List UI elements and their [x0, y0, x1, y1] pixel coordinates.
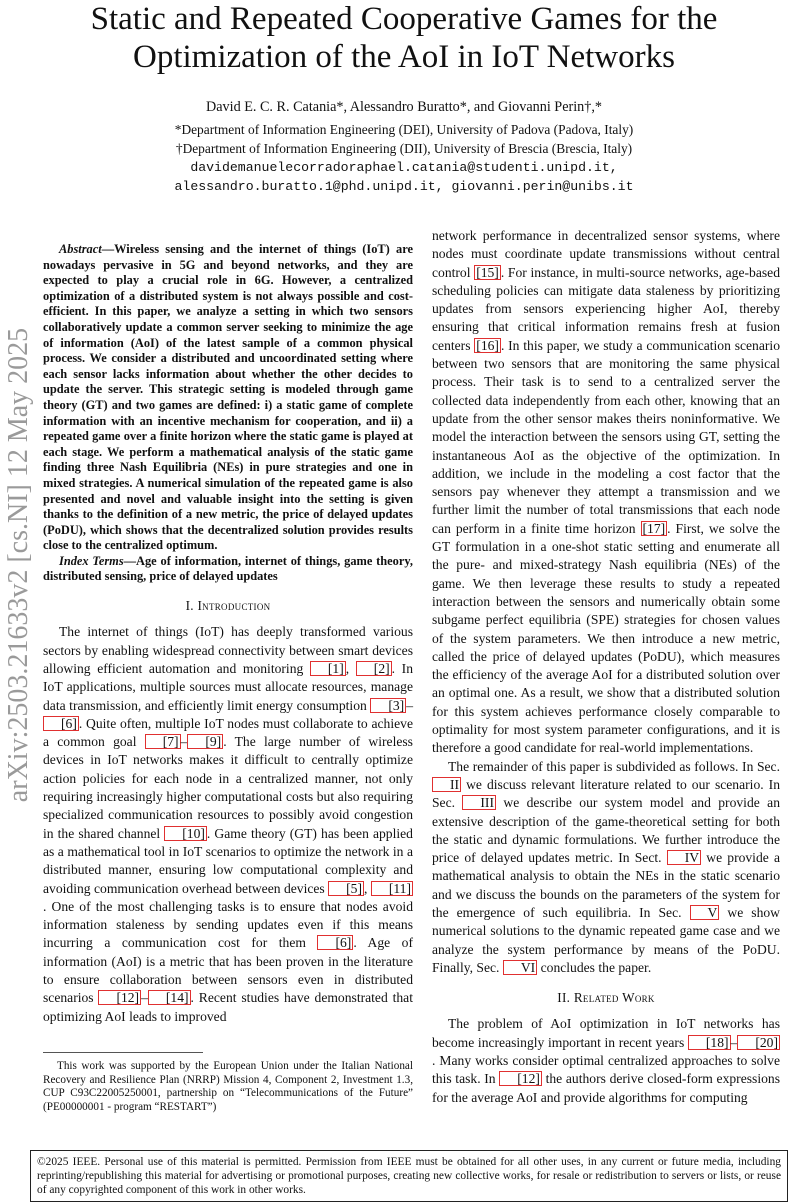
index-terms-text: —Age of information, internet of things, game theory, distributed sensing, price of delayed updates [43, 553, 413, 584]
citation-link[interactable]: [7] [145, 734, 181, 749]
citation-link[interactable]: [17] [642, 520, 666, 536]
citation-link[interactable]: [10] [164, 826, 207, 841]
related-paragraph-1: The problem of AoI optimization in IoT networks has become increasingly important in recent years [18] – [20]. Many works consider optimal centralized approaches to solve this task. In [12] the authors derive closed-form expressions for the average AoI and provide algorithms for computing [432, 1016, 780, 1105]
affiliations [20, 120, 788, 196]
section-heading-related-work: II. Related Work [557, 990, 655, 1006]
author-list: David E. C. R. Catania*, Alessandro Buratto*, and Giovanni Perin†,* [205, 99, 602, 115]
citation-link[interactable]: [14] [148, 990, 191, 1005]
citation-link[interactable]: [12] [98, 990, 141, 1005]
citation-link[interactable]: [6] [317, 935, 353, 950]
intro-paragraph-1: The internet of things (IoT) has deeply transformed various sectors by enabling widespread connectivity between smart devices allowing efficient automation and monitoring [1] , [2] . In IoT applications, multiple sources must allocate resources, manage data transmission, and efficiently limit energy consumption [3] –[6] . Quite often, multiple IoT nodes must collaborate to achieve a common goal [7] – [9] . The large number of wireless devices in IoT networks makes it difficult to centrally optimize action policies for each node in a centralized manner, not only requiring increasingly higher computational costs but also requiring specialized communication resources to possibly avoid congestion in the shared channel [10] . Game theory (GT) has been applied as a mathematical tool in IoT scenarios to optimize the network in a distributed manner, ensuring low computational complexity and avoiding communication overhead between devices [5] , [11]. One of the most challenging tasks is to ensure that nodes avoid information staleness by sending updates even if this means incurring a communication cost for them [6] . Age of information (AoI) is a metric that has been proven in the literature to ensure collaboration between sensors even in distributed scenarios [12] – [14] . Recent studies have demonstrated that optimizing AoI leads to improved [43, 624, 414, 1024]
email-line-1[interactable]: davidemanuelecorradoraphael.catania@studenti.unipd.it, [190, 160, 618, 175]
abstract-text: —Wireless sensing and the internet of things (IoT) are nowadays pervasive in 5G and beyond networks, and they are expected to play a crucial role in 6G. However, a centralized optimization of a distributed system is not always possible and cost-efficient. In this paper, we analyze a setting in which two sensors collaboratively update a common server seeking to minimize the age of information (AoI) of the latest sample of a common physical process. We consider a distributed and uncoordinated setting where each sensor lacks information about whether the other decides to update the server. This strategic setting is modeled through game theory (GT) and two games are defined: i) a static game of complete information with an incentive mechanism for cooperation, and ii) a repeated game over a finite horizon where the static game is played at each stage. We perform a mathematical analysis of the static game finding three Nash Equilibria (NEs) in pure strategies and one in mixed strategies. A numerical simulation of the repeated game is also presented and novel and valuable insight into the setting is given thanks to the definition of a new metric, the price of delayed updates (PoDU), which shows that the decentralized solution provides results close to the centralized optimum. [43, 242, 413, 553]
citation-link[interactable]: [3] [370, 698, 406, 713]
intro-paragraph-2: The remainder of this paper is subdivided as follows. In Sec. II we discuss relevant literature related to our scenario. In Sec. III we describe our system model and provide an extensive description of the game-theoretical setting for both the static and dynamic formulations. We further introduce the price of delayed updates metric. In Sect. IV we provide a mathematical analysis to obtain the NEs in the static scenario and we discuss the bounds on the parameters of the system for the emergence of such equilibria. In Sec. V we show numerical solutions to the dynamic repeated game case and we analyze the system performance by means of the PoDU. Finally, Sec. VI concludes the paper. [432, 758, 780, 975]
title-line-1: Static and Repeated Cooperative Games for the [90, 1, 718, 37]
funding-footnote [43, 1060, 413, 1114]
section-ref-link[interactable]: III [462, 795, 496, 810]
citation-link[interactable]: [20] [737, 1035, 780, 1050]
citation-link[interactable]: [9] [187, 734, 223, 749]
citation-link[interactable]: [11] [371, 881, 413, 896]
index-terms-label: Index Terms [59, 553, 124, 568]
abstract-label: Abstract [59, 242, 102, 256]
footnote-divider [43, 1052, 203, 1053]
abstract [43, 242, 413, 554]
citation-link[interactable]: [16] [476, 337, 499, 353]
section-ref-link[interactable]: II [432, 777, 461, 792]
citation-link[interactable]: [15] [476, 264, 499, 280]
section-heading-introduction: I. Introduction [185, 598, 271, 614]
section-ref-link[interactable]: V [690, 905, 720, 920]
section-ref-link[interactable]: VI [503, 960, 537, 975]
left-column [43, 242, 413, 1026]
citation-link[interactable]: [2] [356, 661, 392, 676]
arxiv-watermark: arXiv:2503.21633v2 [cs.NI] 12 May 2025 [3, 327, 34, 803]
section-ref-link[interactable]: IV [667, 850, 701, 865]
right-column [432, 227, 780, 1107]
affiliation-dei: *Department of Information Engineering (DEI), University of Padova (Padova, Italy) [174, 122, 634, 137]
citation-link[interactable]: [1] [310, 661, 346, 676]
paper-title [20, 0, 788, 76]
email-line-2[interactable]: alessandro.buratto.1@phd.unipd.it, giovanni.perin@unibs.it [174, 179, 634, 194]
citation-link[interactable]: [18] [688, 1035, 731, 1050]
index-terms [43, 554, 413, 585]
citation-link[interactable]: [6] [43, 716, 79, 731]
intro-paragraph-1-continued: network performance in decentralized sensor systems, where nodes must coordinate update transmissions without central control [15] . For instance, in multi-source networks, age-based scheduling policies can mitigate data staleness by prioritizing updates from sensors experiencing higher AoI, thereby ensuring that critical information remains fresh at fusion centers [16] . In this paper, we study a communication scenario between two sensors that are monitoring the same physical process. Their task is to send to a centralized server the collected data independently from each other, knowing that an update from the other sensor makes theirs noninformative. We model the interaction between the sensors using GT, setting the instantaneous AoI as the objective of the optimization. In addition, we include in the modeling a cost factor that the sensors pay whenever they attempt a transmission and we further limit the number of total transmissions that each node can perform in a finite time horizon [17] . First, we solve the GT formulation in a one-shot static setting and enumerate all the pure- and mixed-strategy Nash equilibria (NEs) of the game. We then leverage these results to study a repeated interaction between the sensors and numerically obtain some subgame perfect equilibria (SPE) strategies for chosen values of the system parameters. We then introduce a new metric, called the price of delayed updates (PoDU), which measures the efficiency of the average AoI for a distributed solution over an optimal one. As a result, we show that a distributed solution for this system achieves performance closely comparable to optimality for most system parameter configurations, and it is therefore a good candidate for real-world implementations. [432, 228, 780, 756]
copyright-notice: ©2025 IEEE. Personal use of this material is permitted. Permission from IEEE must be obtained for all other uses, in any current or future media, including reprinting/republishing this material for advertising or promotional purposes, creating new collective works, for resale or redistribution to servers or lists, or reuse of any copyrighted component of this work in other works. [30, 1150, 788, 1202]
citation-link[interactable]: [5] [328, 881, 364, 896]
title-line-2: Optimization of the AoI in IoT Networks [133, 39, 675, 75]
affiliation-dii: †Department of Information Engineering (DII), University of Brescia (Brescia, Italy) [175, 141, 633, 156]
funding-text: This work was supported by the European Union under the Italian National Recovery and Resilience Plan (NRRP) Mission 4, Component 2, Investment 1.3, CUP C93C22005250001, partnership on “Telecommunications of the Future” (PE00000001 - program “RESTART”) [43, 1060, 413, 1113]
citation-link[interactable]: [12] [499, 1071, 542, 1086]
